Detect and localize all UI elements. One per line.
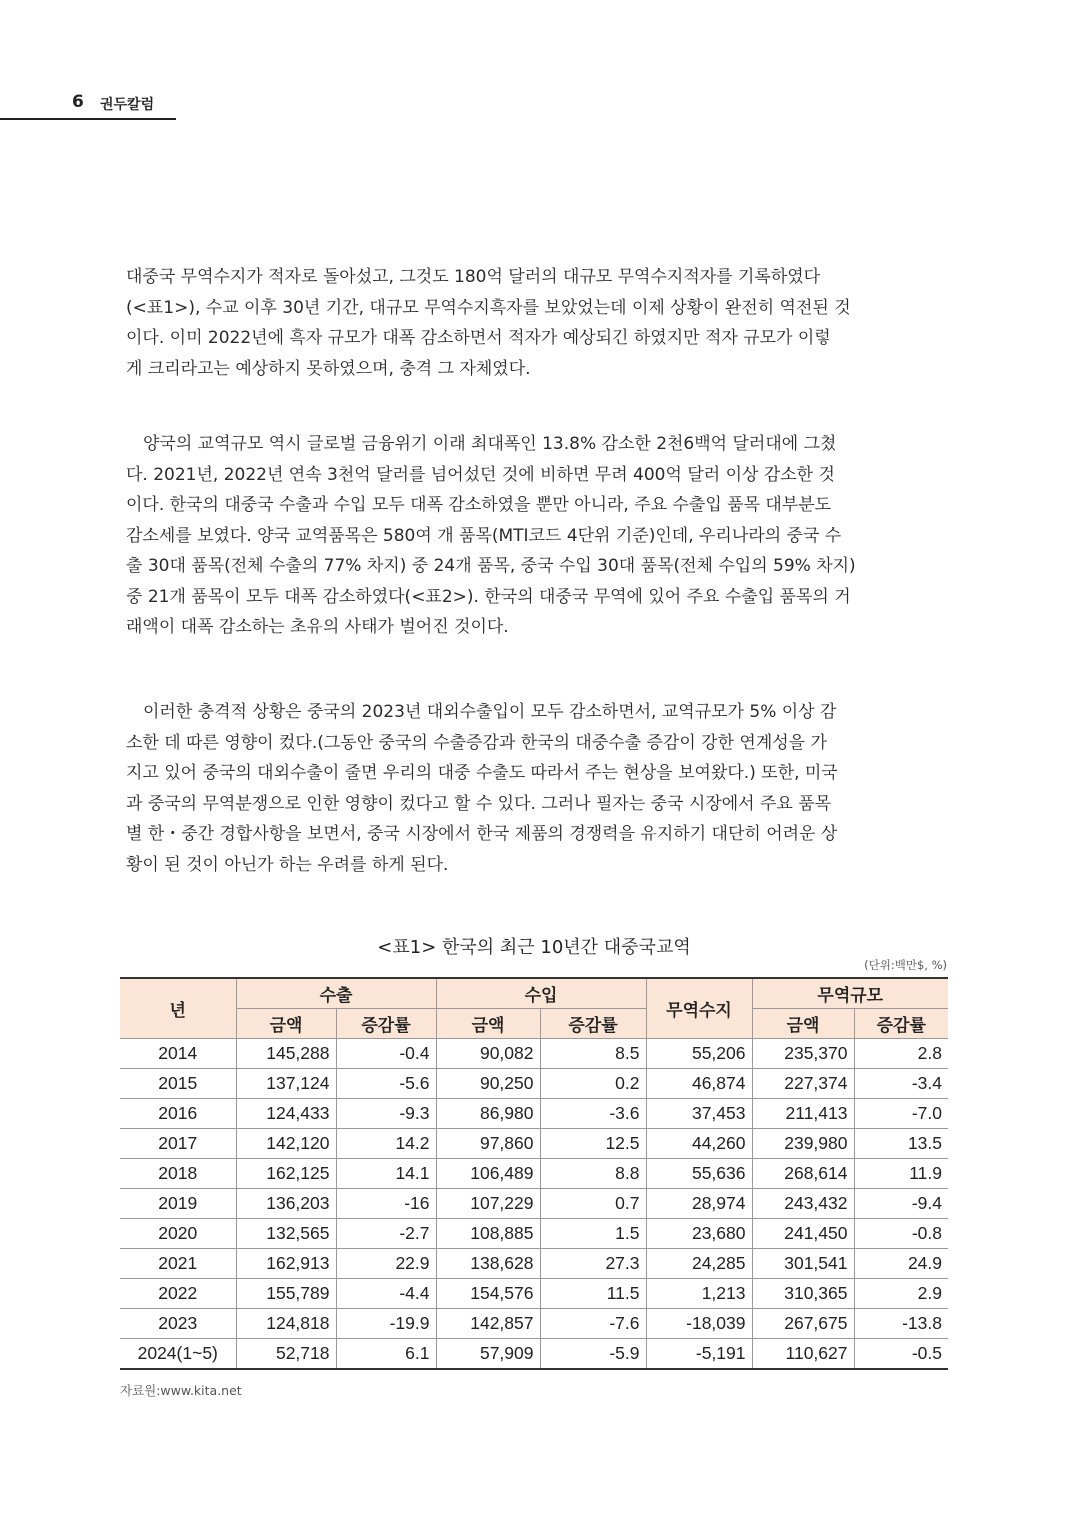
text-line: 소한 데 따른 영향이 컸다.(그동안 중국의 수출증감과 한국의 대중수출 증감이 강한 연계성을 가 — [126, 732, 827, 753]
cell-export-rate: 6.1 — [336, 1339, 436, 1370]
cell-export-rate: -16 — [336, 1189, 436, 1219]
cell-export-amount: 132,565 — [236, 1219, 336, 1249]
header-balance: 무역수지 — [646, 978, 752, 1039]
table-row — [120, 1099, 948, 1129]
cell-year: 2024(1~5) — [120, 1339, 236, 1370]
text-line: 출 30대 품목(전체 수출의 77% 차지) 중 24개 품목, 중국 수입 30대 품목(전체 수입의 59% 차지) — [126, 556, 856, 576]
cell-balance: 24,285 — [646, 1249, 752, 1279]
cell-export-amount: 52,718 — [236, 1339, 336, 1370]
table-source: 자료원:www.kita.net — [120, 1383, 242, 1398]
cell-year: 2023 — [120, 1309, 236, 1339]
cell-export-amount: 142,120 — [236, 1129, 336, 1159]
header-volume: 무역규모 — [752, 978, 948, 1009]
cell-volume-rate: -0.8 — [854, 1219, 948, 1249]
text-line: 양국의 교역규모 역시 글로벌 금융위기 이래 최대폭인 13.8% 감소한 2천6백억 달러대에 그쳤 — [126, 434, 837, 454]
text-line: 대중국 무역수지가 적자로 돌아섰고, 그것도 180억 달러의 대규모 무역수지적자를 기록하였다 — [126, 267, 821, 287]
paragraph-1 — [126, 262, 948, 384]
cell-year: 2021 — [120, 1249, 236, 1279]
cell-year: 2017 — [120, 1129, 236, 1159]
cell-volume-amount: 301,541 — [752, 1249, 854, 1279]
cell-balance: -5,191 — [646, 1339, 752, 1370]
header-year: 년 — [120, 978, 236, 1039]
text-line: 감소세를 보였다. 양국 교역품목은 580여 개 품목(MTI코드 4단위 기준)인데, 우리나라의 중국 수 — [126, 525, 842, 546]
table-body — [120, 1039, 948, 1370]
cell-year: 2020 — [120, 1219, 236, 1249]
cell-import-amount: 108,885 — [436, 1219, 540, 1249]
cell-balance: -18,039 — [646, 1309, 752, 1339]
cell-export-rate: -2.7 — [336, 1219, 436, 1249]
cell-import-rate: 1.5 — [540, 1219, 646, 1249]
header-export: 수출 — [236, 978, 436, 1009]
cell-export-amount: 162,913 — [236, 1249, 336, 1279]
cell-volume-rate: -3.4 — [854, 1069, 948, 1099]
table-row — [120, 1219, 948, 1249]
cell-volume-rate: 2.9 — [854, 1279, 948, 1309]
cell-volume-amount: 241,450 — [752, 1219, 854, 1249]
table-row — [120, 1129, 948, 1159]
page-header — [0, 90, 176, 120]
table-row — [120, 1159, 948, 1189]
cell-import-rate: 0.2 — [540, 1069, 646, 1099]
cell-volume-amount: 110,627 — [752, 1339, 854, 1370]
table-row — [120, 1279, 948, 1309]
cell-export-rate: 14.1 — [336, 1159, 436, 1189]
cell-export-amount: 136,203 — [236, 1189, 336, 1219]
cell-volume-rate: 13.5 — [854, 1129, 948, 1159]
cell-import-amount: 107,229 — [436, 1189, 540, 1219]
text-line: 게 크리라고는 예상하지 못하였으며, 충격 그 자체였다. — [126, 358, 531, 379]
cell-import-rate: 0.7 — [540, 1189, 646, 1219]
table-unit: (단위:백만$, %) — [864, 958, 947, 972]
cell-volume-amount: 239,980 — [752, 1129, 854, 1159]
cell-import-amount: 57,909 — [436, 1339, 540, 1370]
table-row — [120, 1189, 948, 1219]
cell-balance: 23,680 — [646, 1219, 752, 1249]
cell-year: 2022 — [120, 1279, 236, 1309]
cell-import-rate: 12.5 — [540, 1129, 646, 1159]
cell-export-rate: -4.4 — [336, 1279, 436, 1309]
text-line: (<표1>), 수교 이후 30년 기간, 대규모 무역수지흑자를 보았었는데 이제 상황이 완전히 역전된 것 — [126, 297, 851, 318]
cell-import-amount: 86,980 — [436, 1099, 540, 1129]
cell-volume-amount: 267,675 — [752, 1309, 854, 1339]
cell-volume-rate: 2.8 — [854, 1039, 948, 1069]
text-line: 중 21개 품목이 모두 대폭 감소하였다(<표2>). 한국의 대중국 무역에 있어 주요 수출입 품목의 거 — [126, 586, 851, 607]
cell-year: 2016 — [120, 1099, 236, 1129]
table-row — [120, 1309, 948, 1339]
cell-export-amount: 145,288 — [236, 1039, 336, 1069]
table-row — [120, 1249, 948, 1279]
cell-year: 2014 — [120, 1039, 236, 1069]
text-line: 황이 된 것이 아닌가 하는 우려를 하게 된다. — [126, 854, 449, 875]
cell-import-amount: 97,860 — [436, 1129, 540, 1159]
cell-volume-rate: -7.0 — [854, 1099, 948, 1129]
text-line: 다. 2021년, 2022년 연속 3천억 달러를 넘어섰던 것에 비하면 무려 400억 달러 이상 감소한 것 — [126, 464, 835, 485]
cell-volume-amount: 268,614 — [752, 1159, 854, 1189]
cell-export-amount: 124,433 — [236, 1099, 336, 1129]
cell-volume-amount: 235,370 — [752, 1039, 854, 1069]
cell-export-rate: -9.3 — [336, 1099, 436, 1129]
cell-balance: 44,260 — [646, 1129, 752, 1159]
paragraph-2 — [126, 429, 948, 643]
cell-import-rate: 27.3 — [540, 1249, 646, 1279]
table-title: <표1> 한국의 최근 10년간 대중국교역 — [377, 937, 691, 958]
cell-export-rate: 22.9 — [336, 1249, 436, 1279]
cell-volume-rate: 24.9 — [854, 1249, 948, 1279]
text-line: 과 중국의 무역분쟁으로 인한 영향이 컸다고 할 수 있다. 그러나 필자는 중국 시장에서 주요 품목 — [126, 793, 832, 814]
text-line: 별 한・중간 경합사항을 보면서, 중국 시장에서 한국 제품의 경쟁력을 유지하기 대단히 어려운 상 — [126, 824, 838, 844]
cell-import-rate: 8.5 — [540, 1039, 646, 1069]
cell-volume-amount: 310,365 — [752, 1279, 854, 1309]
cell-import-rate: 8.8 — [540, 1159, 646, 1189]
paragraph-3 — [126, 697, 948, 880]
text-line: 이러한 충격적 상황은 중국의 2023년 대외수출입이 모두 감소하면서, 교역규모가 5% 이상 감 — [126, 702, 837, 722]
cell-volume-rate: -13.8 — [854, 1309, 948, 1339]
cell-volume-rate: -0.5 — [854, 1339, 948, 1370]
table-row — [120, 1339, 948, 1370]
cell-import-amount: 142,857 — [436, 1309, 540, 1339]
cell-export-rate: -19.9 — [336, 1309, 436, 1339]
page-number: 6 — [72, 92, 84, 112]
cell-export-amount: 137,124 — [236, 1069, 336, 1099]
header-import-amount: 금액 — [436, 1009, 540, 1039]
section-title: 권두칼럼 — [100, 97, 155, 113]
header-volume-rate: 증감률 — [854, 1009, 948, 1039]
cell-balance: 46,874 — [646, 1069, 752, 1099]
text-line: 래액이 대폭 감소하는 초유의 사태가 벌어진 것이다. — [126, 617, 509, 637]
cell-balance: 55,206 — [646, 1039, 752, 1069]
cell-year: 2018 — [120, 1159, 236, 1189]
cell-export-amount: 162,125 — [236, 1159, 336, 1189]
cell-import-amount: 154,576 — [436, 1279, 540, 1309]
cell-volume-amount: 227,374 — [752, 1069, 854, 1099]
cell-import-amount: 106,489 — [436, 1159, 540, 1189]
cell-volume-rate: 11.9 — [854, 1159, 948, 1189]
trade-table — [120, 977, 948, 1370]
cell-export-rate: -5.6 — [336, 1069, 436, 1099]
cell-export-amount: 124,818 — [236, 1309, 336, 1339]
header-import: 수입 — [436, 978, 646, 1009]
cell-export-amount: 155,789 — [236, 1279, 336, 1309]
header-export-amount: 금액 — [236, 1009, 336, 1039]
cell-import-amount: 90,250 — [436, 1069, 540, 1099]
cell-export-rate: -0.4 — [336, 1039, 436, 1069]
header-export-rate: 증감률 — [336, 1009, 436, 1039]
text-line: 이다. 한국의 대중국 수출과 수입 모두 대폭 감소하였을 뿐만 아니라, 주요 수출입 품목 대부분도 — [126, 495, 832, 515]
cell-import-amount: 90,082 — [436, 1039, 540, 1069]
cell-import-amount: 138,628 — [436, 1249, 540, 1279]
cell-balance: 37,453 — [646, 1099, 752, 1129]
cell-volume-amount: 211,413 — [752, 1099, 854, 1129]
cell-year: 2019 — [120, 1189, 236, 1219]
table-row — [120, 1039, 948, 1069]
cell-export-rate: 14.2 — [336, 1129, 436, 1159]
header-volume-amount: 금액 — [752, 1009, 854, 1039]
cell-balance: 1,213 — [646, 1279, 752, 1309]
cell-import-rate: -5.9 — [540, 1339, 646, 1370]
header-import-rate: 증감률 — [540, 1009, 646, 1039]
cell-volume-amount: 243,432 — [752, 1189, 854, 1219]
cell-import-rate: 11.5 — [540, 1279, 646, 1309]
table-row — [120, 1069, 948, 1099]
text-line: 이다. 이미 2022년에 흑자 규모가 대폭 감소하면서 적자가 예상되긴 하였지만 적자 규모가 이렇 — [126, 328, 831, 348]
cell-year: 2015 — [120, 1069, 236, 1099]
cell-import-rate: -7.6 — [540, 1309, 646, 1339]
cell-balance: 28,974 — [646, 1189, 752, 1219]
cell-balance: 55,636 — [646, 1159, 752, 1189]
cell-volume-rate: -9.4 — [854, 1189, 948, 1219]
text-line: 지고 있어 중국의 대외수출이 줄면 우리의 대중 수출도 따라서 주는 현상을 보여왔다.) 또한, 미국 — [126, 763, 838, 783]
cell-import-rate: -3.6 — [540, 1099, 646, 1129]
